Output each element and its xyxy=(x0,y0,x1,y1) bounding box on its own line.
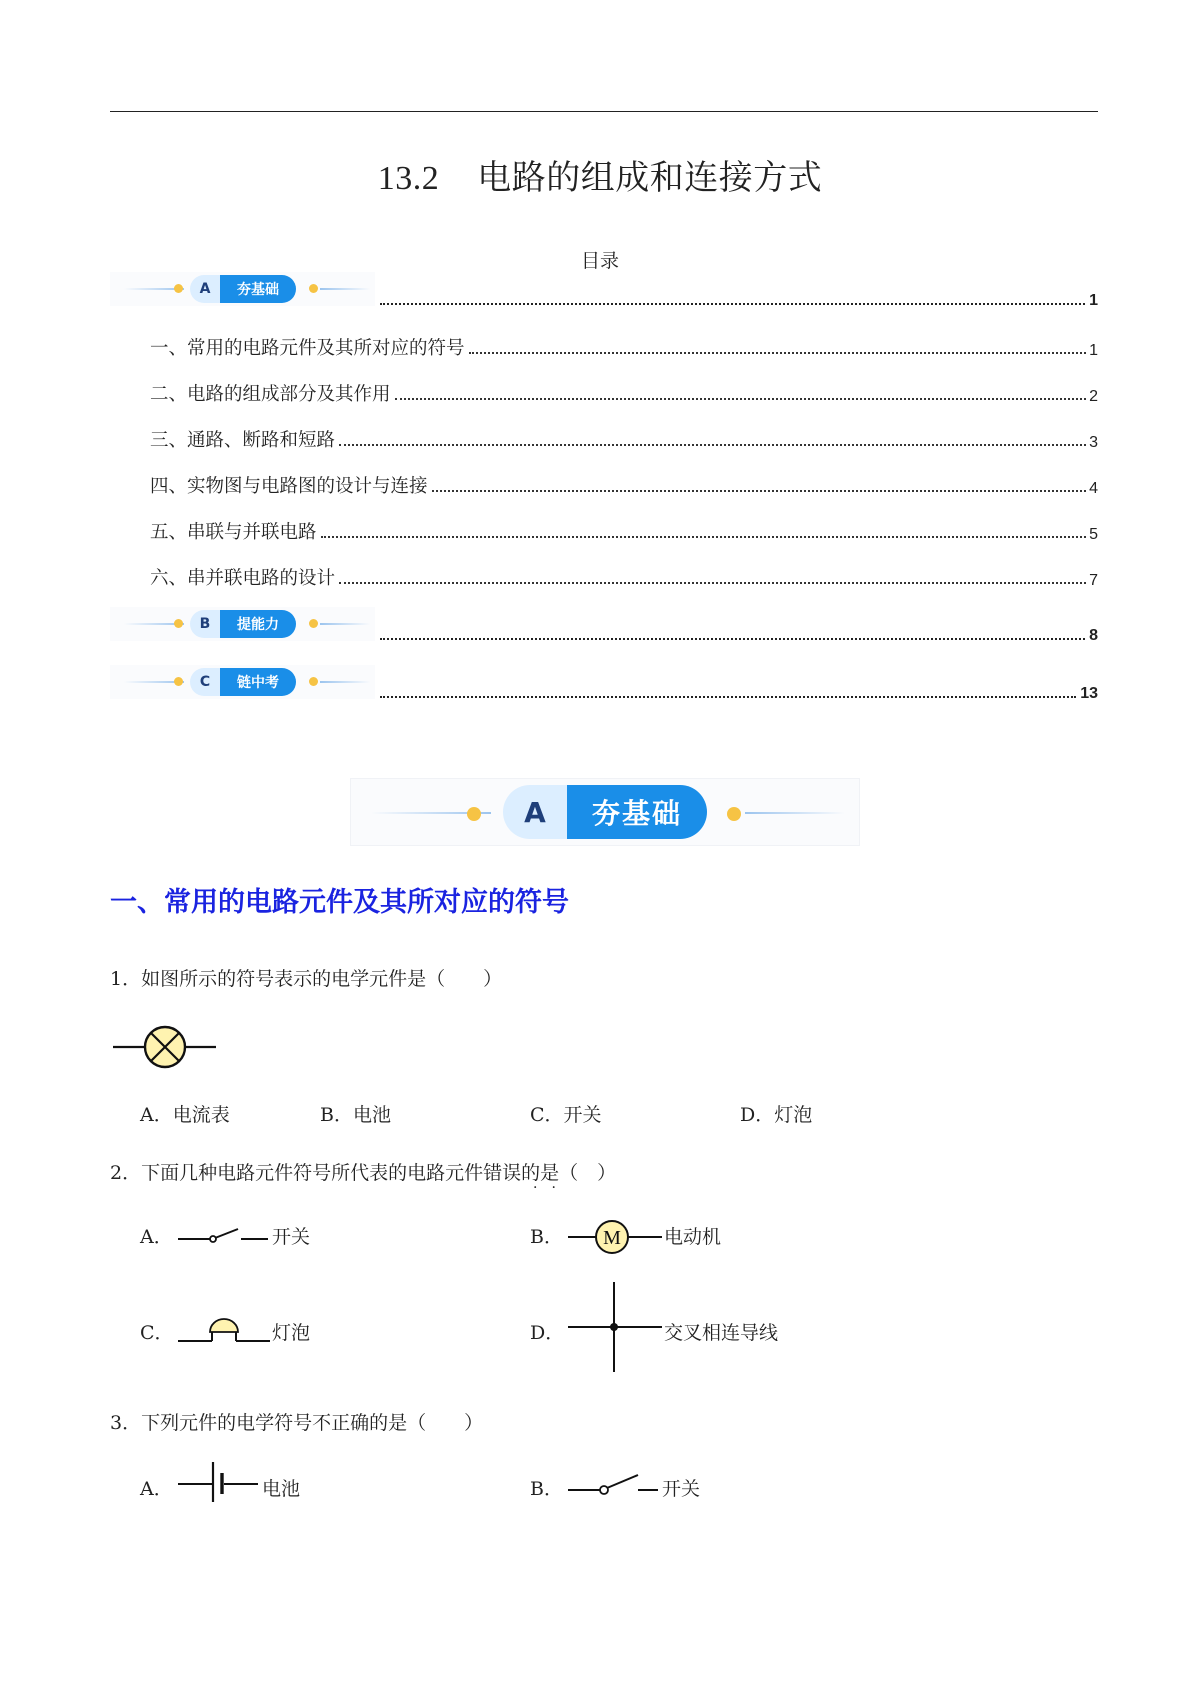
battery-symbol-icon xyxy=(176,1456,260,1504)
toc-section-b-leader[interactable] xyxy=(380,621,1098,645)
banner-label: 夯基础 xyxy=(567,785,707,839)
toc-item-label: 三、通路、断路和短路 xyxy=(150,430,336,451)
badge-label: 链中考 xyxy=(220,668,296,696)
q1-option-b[interactable]: B．电池 xyxy=(320,1104,391,1126)
toc-page: 5 xyxy=(1089,526,1098,543)
toc-dots xyxy=(380,638,1085,640)
question-3-stem: 3．下列元件的电学符号不正确的是（ ） xyxy=(110,1412,484,1434)
toc-page: 13 xyxy=(1080,685,1098,702)
badge-dot-left xyxy=(174,284,183,293)
q2-option-b[interactable]: B． xyxy=(530,1226,563,1248)
section-banner xyxy=(350,778,860,846)
toc-page: 7 xyxy=(1089,572,1098,589)
toc-page: 8 xyxy=(1089,627,1098,644)
page-title xyxy=(0,150,1200,199)
bulb-symbol-icon xyxy=(176,1310,272,1346)
banner-dot-right xyxy=(727,807,741,821)
motor-letter: M xyxy=(603,1227,621,1249)
badge-pill xyxy=(190,610,296,638)
toc-item-label: 五、串联与并联电路 xyxy=(150,522,317,543)
switch-symbol-icon xyxy=(176,1222,272,1252)
banner-letter: A xyxy=(503,785,567,839)
lamp-symbol-icon xyxy=(110,1022,220,1072)
toc-item-6[interactable] xyxy=(150,560,1098,590)
q1-option-d[interactable]: D．灯泡 xyxy=(740,1104,813,1126)
badge-dot-left xyxy=(174,619,183,628)
toc-section-c-badge[interactable] xyxy=(110,665,375,699)
badge-dot-right xyxy=(309,677,318,686)
title-text: 电路的组成和连接方式 xyxy=(477,158,823,198)
toc-dots xyxy=(339,582,1086,584)
toc-dots xyxy=(339,444,1086,446)
toc-item-label: 六、串并联电路的设计 xyxy=(150,568,336,589)
q1-option-a[interactable]: A．电流表 xyxy=(140,1104,230,1126)
toc-item-5[interactable] xyxy=(150,514,1098,544)
banner-line-right xyxy=(745,812,845,814)
toc-section-a-badge[interactable] xyxy=(110,272,375,306)
header-rule xyxy=(110,111,1098,112)
toc-page: 1 xyxy=(1089,292,1098,309)
badge-letter: B xyxy=(190,610,220,638)
toc-item-label: 一、常用的电路元件及其所对应的符号 xyxy=(150,338,465,359)
title-number: 13.2 xyxy=(377,160,440,197)
toc-section-c-leader[interactable] xyxy=(380,679,1098,703)
badge-pill xyxy=(190,668,296,696)
motor-symbol-icon xyxy=(566,1218,664,1256)
q2-b-caption: 电动机 xyxy=(664,1226,722,1248)
q2-option-a[interactable]: A． xyxy=(140,1226,173,1248)
toc-page: 2 xyxy=(1089,388,1098,405)
switch-symbol-icon xyxy=(566,1466,662,1500)
badge-dot-right xyxy=(309,284,318,293)
badge-label: 提能力 xyxy=(220,610,296,638)
toc-section-a-leader[interactable] xyxy=(380,286,1098,310)
toc-item-label: 四、实物图与电路图的设计与连接 xyxy=(150,476,428,497)
q2-c-caption: 灯泡 xyxy=(272,1322,311,1344)
q2-option-d[interactable]: D． xyxy=(530,1322,565,1344)
toc-dots xyxy=(321,536,1087,538)
badge-dot-left xyxy=(174,677,183,686)
q3-b-caption: 开关 xyxy=(662,1478,701,1500)
question-1-stem: 1．如图所示的符号表示的电学元件是（ ） xyxy=(110,968,503,990)
toc-section-b-badge[interactable] xyxy=(110,607,375,641)
question-2-stem: 2．下面几种电路元件符号所代表的电路元件错误的是（ ） xyxy=(110,1162,617,1184)
badge-line-right xyxy=(320,623,370,625)
badge-label: 夯基础 xyxy=(220,275,296,303)
banner-pill xyxy=(503,785,707,839)
badge-letter: C xyxy=(190,668,220,696)
q3-option-b[interactable]: B． xyxy=(530,1478,563,1500)
toc-dots xyxy=(432,490,1087,492)
q2-a-caption: 开关 xyxy=(272,1226,311,1248)
q3-option-a[interactable]: A． xyxy=(140,1478,173,1500)
toc-item-1[interactable] xyxy=(150,330,1098,360)
toc-page: 3 xyxy=(1089,434,1098,451)
badge-line-right xyxy=(320,288,370,290)
badge-pill xyxy=(190,275,296,303)
badge-line-right xyxy=(320,681,370,683)
badge-dot-right xyxy=(309,619,318,628)
wire-junction-icon xyxy=(566,1280,664,1374)
badge-letter: A xyxy=(190,275,220,303)
toc-heading: 目录 xyxy=(580,250,619,272)
section-title: 一、常用的电路元件及其所对应的符号 xyxy=(110,887,569,918)
toc-page: 4 xyxy=(1089,480,1098,497)
q2-option-c[interactable]: C． xyxy=(140,1322,174,1344)
toc-dots xyxy=(469,352,1087,354)
q3-a-caption: 电池 xyxy=(262,1478,301,1500)
toc-dots xyxy=(380,696,1076,698)
emphasis-dots: ·· xyxy=(533,1180,570,1196)
toc-item-label: 二、电路的组成部分及其作用 xyxy=(150,384,391,405)
toc-item-3[interactable] xyxy=(150,422,1098,452)
toc-item-2[interactable] xyxy=(150,376,1098,406)
banner-dot-left xyxy=(467,807,481,821)
toc-dots xyxy=(380,303,1085,305)
q2-d-caption: 交叉相连导线 xyxy=(664,1322,779,1344)
toc-dots xyxy=(395,398,1087,400)
toc-item-4[interactable] xyxy=(150,468,1098,498)
toc-page: 1 xyxy=(1089,342,1098,359)
q1-option-c[interactable]: C．开关 xyxy=(530,1104,602,1126)
